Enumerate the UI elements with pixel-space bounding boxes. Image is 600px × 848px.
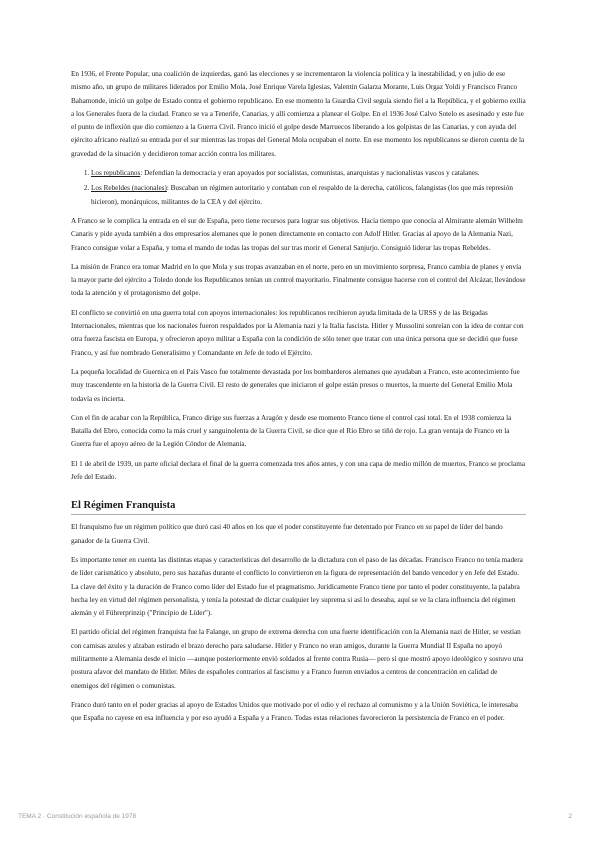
paragraph: El conflicto se convirtió en una guerra total con apoyos internacionales: los republicanos recibieron ayuda limitada de la URSS y de las Brigadas Internacionales, mientras que los nacionales fueron respaldados por la Alemania nazi y la Italia fascista. Hitler y Mussolini sonreían con la idea de contar con otra fuerza fascista en Europa, y ofrecieron apoyo militar a España con la condición de sólo tener que tratar con una única persona que se decidió que fuese Franco, y así fue nombrado Generalísimo y Comandante en Jefe de todo el Ejército. xyxy=(71,308,524,357)
sides-list xyxy=(71,167,526,209)
paragraph: La misión de Franco era tomar Madrid en lo que Mola y sus tropas avanzaban en el norte, pero en un movimiento sorpresa, Franco cambia de planes y envía la mayor parte del ejército a Toledo donde los Republicanos tenían un control mayoritario. Finalmente consigue hacerse con el control del Alcázar, llevándose toda la atención y el protagonismo del golpe. xyxy=(71,262,526,298)
footer-title: TEMA 2 · Constitución española de 1978 xyxy=(18,813,137,820)
paragraph: La pequeña localidad de Guernica en el País Vasco fue totalmente devastada por los bombarderos alemanes que ayudaban a Franco, este acontecimiento fue muy trascendente en la historia de la Guerra Civil. El resto de generales que iniciaron el golpe están presos o muertos, la muerte del General Emilio Mola todavía es incierta. xyxy=(71,367,520,403)
paragraph: El 1 de abril de 1939, un parte oficial declara el final de la guerra comenzada tres años antes, y con una capa de medio millón de muertos, Franco se proclama Jefe del Estado. xyxy=(71,459,526,482)
paragraph: Es importante tener en cuenta las distintas etapas y características del desarrollo de la dictadura con el paso de las décadas. Francisco Franco no tenía madera de líder carismático y absoluto, pero sus hazañas durante el conflicto lo convirtieron en la figura de representación del bando vencedor y en Jefe del Estado. La clave del éxito y la duración de Franco como líder del Estado fue el pragmatismo. Jurídicamente Franco tiene por tanto el poder constituyente, la palabra hecha ley en virtud del régimen personalista, y tenía la potestad de dictar cualquier ley suprema si así lo deseaba, aquí se ve la clara influencia del régimen alemán y el Führerprinzip ("Principio de Líder"). xyxy=(71,555,523,618)
list-item xyxy=(91,182,526,209)
paragraph-intro: En 1936, el Frente Popular, una coalición de izquierdas, ganó las elecciones y se incrementaron la violencia política y la inestabilidad, y en julio de ese mismo año, un grupo de militares liderados por Emilio Mola, José Enrique Varela Iglesias, Valentín Galarza Morante, Luis Orgaz Yoldi y Francisco Franco Bahamonde, inició un golpe de Estado contra el gobierno republicano. En ese momento la Guardia Civil seguía siendo fiel a la República, y el gobierno exilia a los Generales fuera de la ciudad. Franco se va a Tenerife, Canarias, y allí comienza a planear el Golpe. En el 1936 José Calvo Sotelo es asesinado y este fue el punto de inflexión que dio comienzo a la Guerra Civil. Franco inició el golpe desde Marruecos liberando a los golpistas de las Canarias, y con ayuda del ejército africano realizó su entrada por el sur mientras las tropas del General Mola ocupaban el norte. En ese momento los republicanos se dieron cuenta de la gravedad de la situación y decidieron tomar acción contra los militares. xyxy=(71,70,526,158)
paragraph: A Franco se le complica la entrada en el sur de España, pero tiene recursos para lograr sus objetivos. Hacía tiempo que conocía al Almirante alemán Wilhelm Canaris y pide ayuda también a dos empresarios alemanes que le ponen directamente en contacto con Adolf Hitler. Gracias al apoyo de la Alemania Nazi, Franco consigue volar a España, y toma el mando de todas las tropas del sur tras morir el General Sanjurjo. Consiguió liderar las tropas Rebeldes. xyxy=(71,216,523,252)
paragraph: El franquismo fue un régimen político que duró casi 40 años en los que el poder constituyente fue detentado por Franco en su papel de líder del bando ganador de la Guerra Civil. xyxy=(71,523,503,545)
list-item-term: Los republicanos xyxy=(91,169,141,178)
paragraph: El partido oficial del régimen franquista fue la Falange, un grupo de extrema derecha con una fuerte identificación con la Alemania nazi de Hitler, se vestían con camisas azules y alzaban estirado el brazo derecho para saludarse. Hitler y Franco no eran amigos, durante la Guerra Mundial II España no apoyó militarmente a Alemania desde el inicio —aunque posteriormente envió soldados al frente contra Rusia— pero sí que mostró apoyo ideológico y sostuvo una postura afavor del mandato de Hitler. Miles de españoles contrarios al fascismo y a Franco fueron enviados a centros de concentración en calidad de enemigos del régimen o comunistas. xyxy=(71,628,524,690)
paragraph: Con el fin de acabar con la República, Franco dirige sus fuerzas a Aragón y desde ese momento Franco tiene el control casi total. En el 1938 comienza la Batalla del Ebro, conocida como la más cruel y sanguinolenta de la Guerra Civil, se dice que el Río Ebro se tiñó de rojo. La gran ventaja de Franco en la Guerra fue el apoyo aéreo de la Legión Cóndor de Alemania. xyxy=(71,413,512,449)
page-number: 2 xyxy=(568,813,572,820)
section-heading: El Régimen Franquista xyxy=(71,500,526,515)
paragraph: Franco duró tanto en el poder gracias al apoyo de Estados Unidos que motivado por el odio y el rechazo al comunismo y a la Unión Soviética, le interesaba que España no cayese en esa influencia y por eso ayudó a España y a Franco. Todas estas relaciones favorecieron la persistencia de Franco en el poder. xyxy=(71,700,518,723)
list-item xyxy=(91,167,526,180)
list-item-text: : Defendían la democracia y eran apoyados por socialistas, comunistas, anarquistas y nacionalistas vascos y catalanes. xyxy=(140,169,480,178)
list-item-text: : Buscaban un régimen autoritario y contaban con el respaldo de la derecha, católicos, falangistas (los que más represión hicieron), monárquicos, militantes de la CEA y del ejército. xyxy=(91,184,513,206)
document-body xyxy=(71,68,526,731)
list-item-term: Los Rebeldes (nacionales) xyxy=(91,184,167,193)
